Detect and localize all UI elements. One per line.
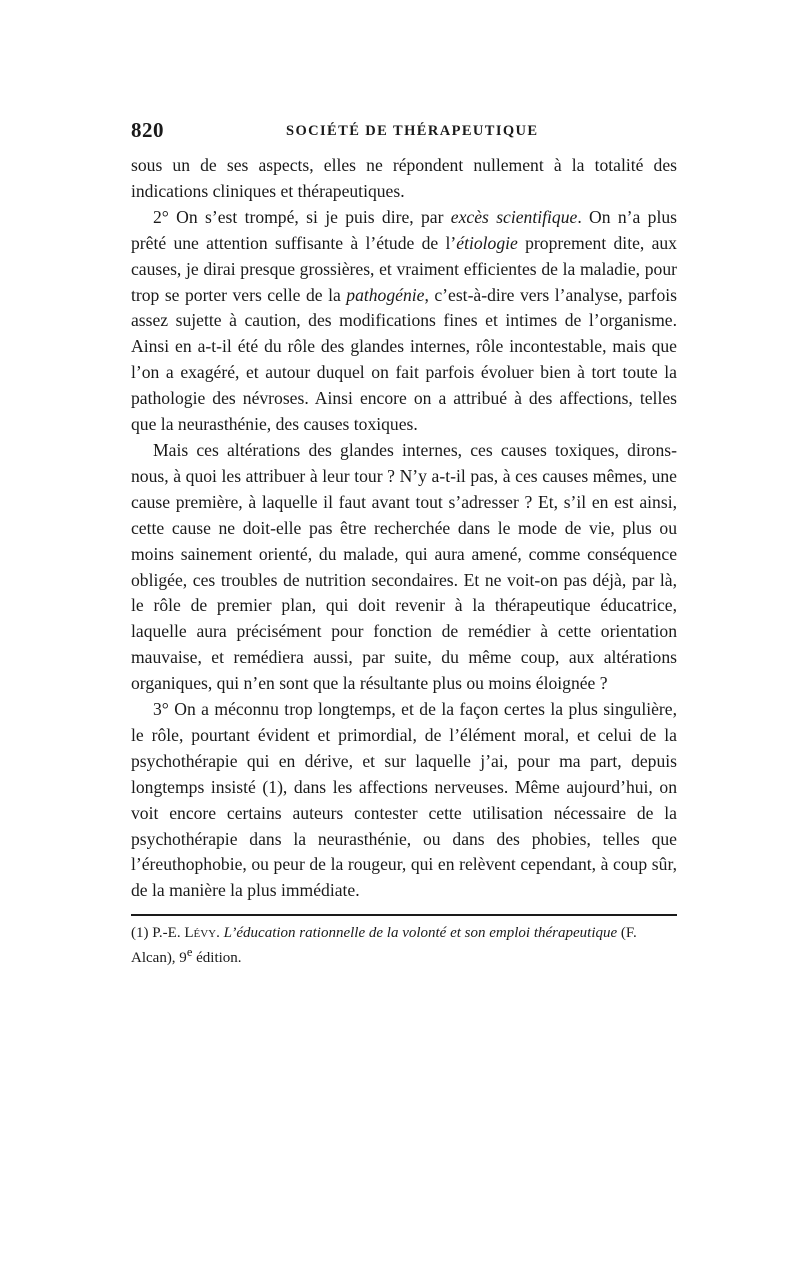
footnote-edition: édition. — [192, 950, 242, 967]
footnote-separator: . — [216, 925, 224, 942]
text-segment: sous un de ses aspects, elles ne répondent nullement à la totalité des indications cliniques et thérapeutiques. — [131, 155, 677, 201]
paragraph-3 — [131, 438, 677, 697]
footnote-marker: (1) P.-E. — [131, 925, 185, 942]
text-segment: 3° On a méconnu trop longtemps, et de la façon certes la plus singulière, le rôle, pourtant évident et primordial, de l’élément moral, et celui de la psychothérapie qui en dérive, et sur laquelle j’ai, pour ma part, depuis longtemps insisté (1), dans les affections nerveuses. Même aujourd’hui, on voit encore certains auteurs contester cette utilisation nécessaire de la psychothérapie dans la neurasthénie, ou dans des phobies, telles que l’éreuthophobie, ou peur de la rougeur, qui en relèvent cependant, à coup sûr, de la manière la plus immédiate. — [131, 699, 677, 901]
body-text — [131, 153, 677, 904]
footnote-rule — [131, 914, 677, 916]
footnote-publisher: (F. Alcan), 9 — [131, 925, 637, 967]
page-number: 820 — [131, 118, 164, 142]
italic-segment: étiologie — [456, 232, 518, 253]
text-segment: 2° On s’est trompé, si je puis dire, par — [153, 206, 451, 227]
paragraph-2 — [131, 205, 677, 438]
text-segment: . On n’a plus prêté une attention suffisante à l’étude de l’ — [131, 206, 678, 253]
text-segment: proprement dite, aux causes, je dirai presque grossières, et vraiment efficientes de la maladie, pour trop se porter vers celle de la — [131, 232, 677, 305]
text-segment: Mais ces altérations des glandes internes, ces causes toxiques, dirons-nous, à quoi les attribuer à leur tour ? N’y a-t-il pas, à ces causes mêmes, une cause première, à laquelle il faut avant tout s’adresser ? Et, s’il en est ainsi, cette cause ne doit-elle pas être recherchée dans le mode de vie, plus ou moins sainement orienté, du malade, qui aura amené, comme conséquence obligée, ces troubles de nutrition secondaires. Et ne voit-on pas déjà, par là, le rôle de premier plan, qui doit revenir à la thérapeutique éducatrice, laquelle aura précisément pour fonction de remédier à cette orientation mauvaise, et remédiera aussi, par suite, du même coup, aux altérations organiques, qui n’en sont que la résultante plus ou moins éloignée ? — [131, 439, 677, 694]
footnote-author: Lévy — [184, 925, 217, 942]
italic-segment: pathogénie — [346, 284, 425, 305]
footnote — [131, 924, 677, 968]
running-title: SOCIÉTÉ DE THÉRAPEUTIQUE — [286, 123, 539, 139]
document-page — [131, 118, 677, 968]
running-head — [131, 118, 677, 150]
footnote-title: L’éducation rationnelle de la volonté et son emploi thérapeutique — [223, 925, 618, 942]
text-segment: , c’est-à-dire vers l’analyse, parfois assez sujette à caution, des modifications fines et intimes de l’organisme. Ainsi en a-t-il été du rôle des glandes internes, rôle incontestable, mais que l’on a exagéré, et autour duquel on fait parfois évoluer bien à tort toute la pathologie des névroses. Ainsi encore on a attribué à des affections, telles que la neurasthénie, des causes toxiques. — [131, 284, 677, 435]
italic-segment: excès scientifique — [450, 206, 578, 227]
paragraph-1 — [131, 153, 677, 205]
footnote-edition-sup: e — [186, 945, 193, 960]
paragraph-4 — [131, 697, 677, 904]
